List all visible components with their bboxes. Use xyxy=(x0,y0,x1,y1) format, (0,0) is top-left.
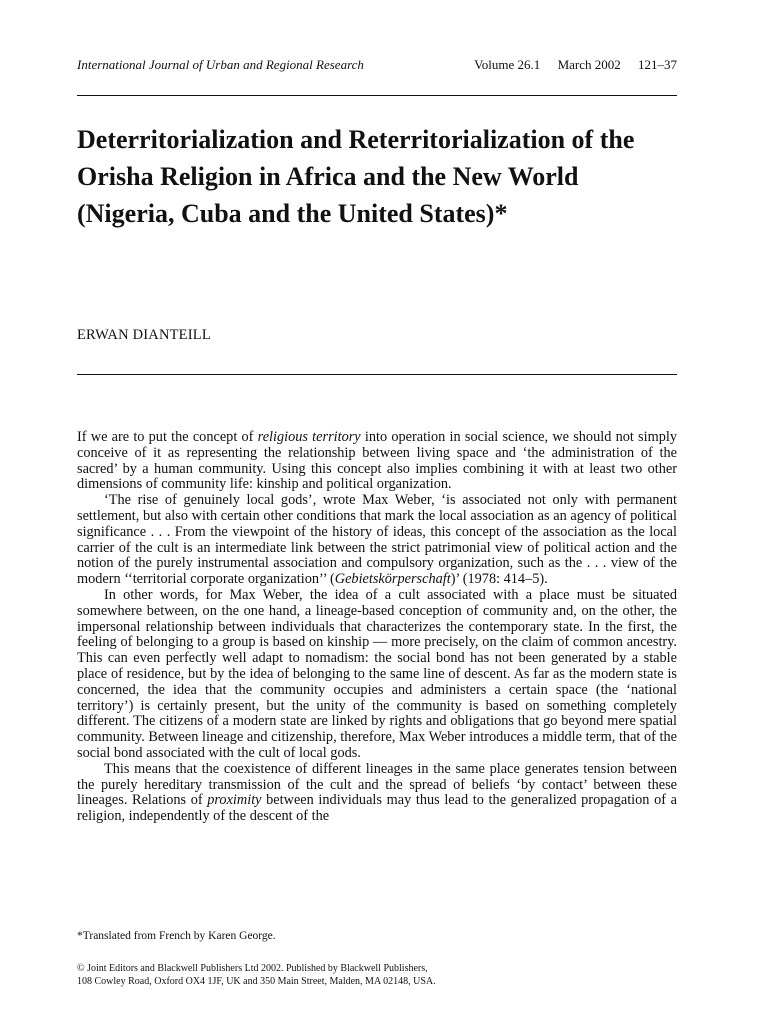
article-title: Deterritorialization and Reterritorialization of the Orisha Religion in Africa and the New World (Nigeria, Cuba and the United States)* xyxy=(77,125,635,228)
journal-name: International Journal of Urban and Regional Research xyxy=(77,57,364,72)
paragraph-text: )’ (1978: 414–5). xyxy=(450,571,548,588)
paragraph-text: between individuals may thus lead to the generalized propagation of a religion, independently of the descent of the xyxy=(77,792,677,825)
body-paragraph-3: In other words, for Max Weber, the idea of a cult associated with a place must be situated somewhere between, on the one hand, a lineage-based conception of community and, on the other, the impersonal relationship between individuals that characterizes the contemporary state. In the first, the feeling of belonging to a group is based on kinship — more precisely, on the claim of common ancestry. This can even perfectly well adapt to nomadism: the social bond has not been generated by a stable place of residence, but by the idea of belonging to the same line of descent. As far as the modern state is concerned, the idea that the community occupies and administers a certain space (the ‘national territory’) is certainly present, but the unity of the community is based on something completely different. The citizens of a modern state are linked by rights and obligations that go beyond mere spatial community. Between lineage and citizenship, therefore, Max Weber introduces a middle term, that of the social bond associated with the cult of local gods. xyxy=(77,586,677,761)
title-divider xyxy=(77,374,677,375)
paragraph-text: If we are to put the concept of xyxy=(77,429,258,445)
publisher-address: 108 Cowley Road, Oxford OX4 1JF, UK and 350 Main Street, Malden, MA 02148, USA. xyxy=(77,976,436,987)
paragraph-text: ‘The rise of genuinely local gods’, wrote Max Weber, ‘is associated not only with permanent settlement, but also with certain other conditions that mark the local association as an agency of political significance . . . From the viewpoint of the history of ideas, this concept of the association as the local carrier of the cult is an intermediate link between the strict patrimonial view of political action and the notion of the purely instrumental association and compulsory organization, such as the . . . view of the modern ‘‘territorial corporate organization’’ ( xyxy=(77,492,677,588)
copyright-line: © Joint Editors and Blackwell Publishers Ltd 2002. Published by Blackwell Publishers, xyxy=(77,963,428,974)
article-body xyxy=(77,430,677,825)
paragraph-text: into operation in social science, we should not simply conceive of it as representing the relationship between living space and ‘the administration of the sacred’ by a human community. Using this concept also implies combining it with at least two other dimensions of community life: kinship and political organization. xyxy=(77,429,677,493)
body-paragraph-2 xyxy=(77,493,677,588)
footnote: *Translated from French by Karen George. xyxy=(77,930,276,942)
body-paragraph-1 xyxy=(77,430,677,493)
article-author: ERWAN DIANTEILL xyxy=(77,327,211,343)
running-head xyxy=(77,57,677,73)
paper-page xyxy=(77,0,677,1024)
issue-date: March 2002 xyxy=(557,57,621,72)
volume-number: Volume 26.1 xyxy=(474,57,541,72)
issue-info xyxy=(474,57,677,73)
copyright-notice xyxy=(77,962,436,988)
emphasis-term: proximity xyxy=(207,792,262,809)
paragraph-text: This means that the coexistence of different lineages in the same place generates tension between the purely hereditary transmission of the cult and the spread of beliefs ‘by contact’ between these lineages. Relations of xyxy=(77,760,677,809)
body-paragraph-4 xyxy=(77,762,677,825)
page-range: 121–37 xyxy=(638,57,677,72)
emphasis-term: Gebietskörperschaft xyxy=(334,571,451,588)
header-divider xyxy=(77,95,677,96)
emphasis-term: religious territory xyxy=(257,429,361,445)
